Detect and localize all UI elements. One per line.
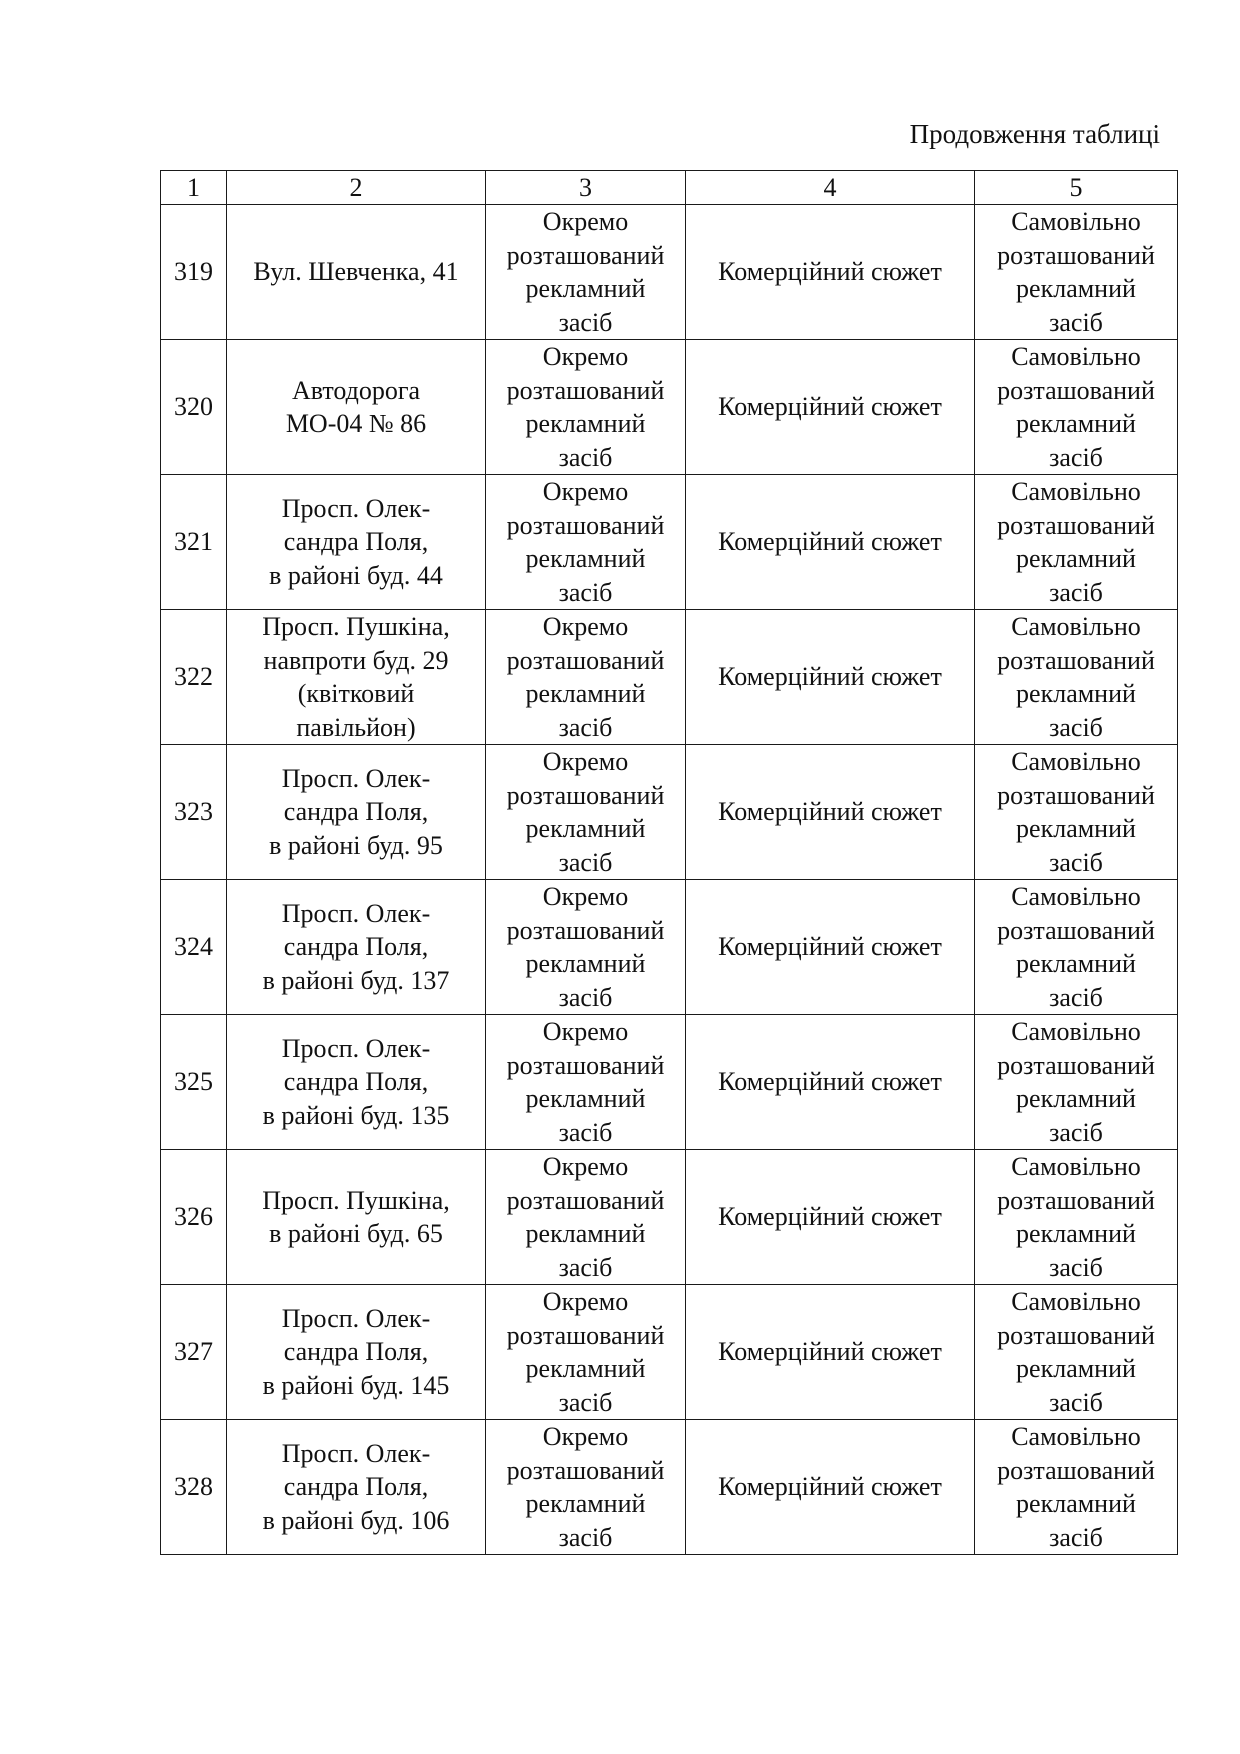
media-type-cell: Окремо розташований рекламний засіб — [486, 745, 686, 880]
content-cell: Комерційний сюжет — [686, 205, 975, 340]
address-cell: Просп. Олек- сандра Поля, в районі буд. 135 — [227, 1015, 486, 1150]
column-header: 2 — [227, 171, 486, 205]
status-cell: Самовільно розташований рекламний засіб — [975, 1285, 1178, 1420]
status-cell: Самовільно розташований рекламний засіб — [975, 745, 1178, 880]
address-cell: Просп. Олек- сандра Поля, в районі буд. 95 — [227, 745, 486, 880]
table-row — [161, 1015, 1178, 1150]
address-cell: Просп. Олек- сандра Поля, в районі буд. 106 — [227, 1420, 486, 1555]
media-type-cell: Окремо розташований рекламний засіб — [486, 340, 686, 475]
row-number-cell: 326 — [161, 1150, 227, 1285]
column-header: 1 — [161, 171, 227, 205]
table-row — [161, 880, 1178, 1015]
row-number-cell: 319 — [161, 205, 227, 340]
media-type-cell: Окремо розташований рекламний засіб — [486, 880, 686, 1015]
row-number-cell: 324 — [161, 880, 227, 1015]
address-cell: Вул. Шевченка, 41 — [227, 205, 486, 340]
table-row — [161, 340, 1178, 475]
media-type-cell: Окремо розташований рекламний засіб — [486, 610, 686, 745]
row-number-cell: 325 — [161, 1015, 227, 1150]
status-cell: Самовільно розташований рекламний засіб — [975, 1420, 1178, 1555]
media-type-cell: Окремо розташований рекламний засіб — [486, 1420, 686, 1555]
address-cell: Просп. Олек- сандра Поля, в районі буд. 145 — [227, 1285, 486, 1420]
media-type-cell: Окремо розташований рекламний засіб — [486, 205, 686, 340]
table-row — [161, 1285, 1178, 1420]
media-type-cell: Окремо розташований рекламний засіб — [486, 1285, 686, 1420]
address-cell: Просп. Пушкіна, в районі буд. 65 — [227, 1150, 486, 1285]
address-cell: Просп. Пушкіна, навпроти буд. 29 (квітковий павільйон) — [227, 610, 486, 745]
content-cell: Комерційний сюжет — [686, 880, 975, 1015]
row-number-cell: 323 — [161, 745, 227, 880]
status-cell: Самовільно розташований рекламний засіб — [975, 610, 1178, 745]
media-type-cell: Окремо розташований рекламний засіб — [486, 1015, 686, 1150]
content-cell: Комерційний сюжет — [686, 1420, 975, 1555]
media-type-cell: Окремо розташований рекламний засіб — [486, 475, 686, 610]
column-header: 3 — [486, 171, 686, 205]
content-cell: Комерційний сюжет — [686, 475, 975, 610]
status-cell: Самовільно розташований рекламний засіб — [975, 205, 1178, 340]
status-cell: Самовільно розташований рекламний засіб — [975, 880, 1178, 1015]
column-number-row — [161, 171, 1178, 205]
address-cell: Просп. Олек- сандра Поля, в районі буд. 44 — [227, 475, 486, 610]
content-cell: Комерційний сюжет — [686, 1150, 975, 1285]
table-row — [161, 205, 1178, 340]
row-number-cell: 327 — [161, 1285, 227, 1420]
table-row — [161, 745, 1178, 880]
status-cell: Самовільно розташований рекламний засіб — [975, 1150, 1178, 1285]
address-cell: Просп. Олек- сандра Поля, в районі буд. 137 — [227, 880, 486, 1015]
content-cell: Комерційний сюжет — [686, 340, 975, 475]
table-row — [161, 1420, 1178, 1555]
advertising-table — [160, 170, 1178, 1555]
status-cell: Самовільно розташований рекламний засіб — [975, 475, 1178, 610]
column-header: 4 — [686, 171, 975, 205]
table-row — [161, 1150, 1178, 1285]
content-cell: Комерційний сюжет — [686, 1015, 975, 1150]
media-type-cell: Окремо розташований рекламний засіб — [486, 1150, 686, 1285]
status-cell: Самовільно розташований рекламний засіб — [975, 1015, 1178, 1150]
table-row — [161, 475, 1178, 610]
row-number-cell: 328 — [161, 1420, 227, 1555]
table-continuation-caption: Продовження таблиці — [909, 119, 1160, 149]
content-cell: Комерційний сюжет — [686, 745, 975, 880]
row-number-cell: 322 — [161, 610, 227, 745]
row-number-cell: 320 — [161, 340, 227, 475]
content-cell: Комерційний сюжет — [686, 610, 975, 745]
row-number-cell: 321 — [161, 475, 227, 610]
table-body — [161, 171, 1178, 1555]
address-cell: Автодорога МО-04 № 86 — [227, 340, 486, 475]
column-header: 5 — [975, 171, 1178, 205]
table-row — [161, 610, 1178, 745]
status-cell: Самовільно розташований рекламний засіб — [975, 340, 1178, 475]
content-cell: Комерційний сюжет — [686, 1285, 975, 1420]
